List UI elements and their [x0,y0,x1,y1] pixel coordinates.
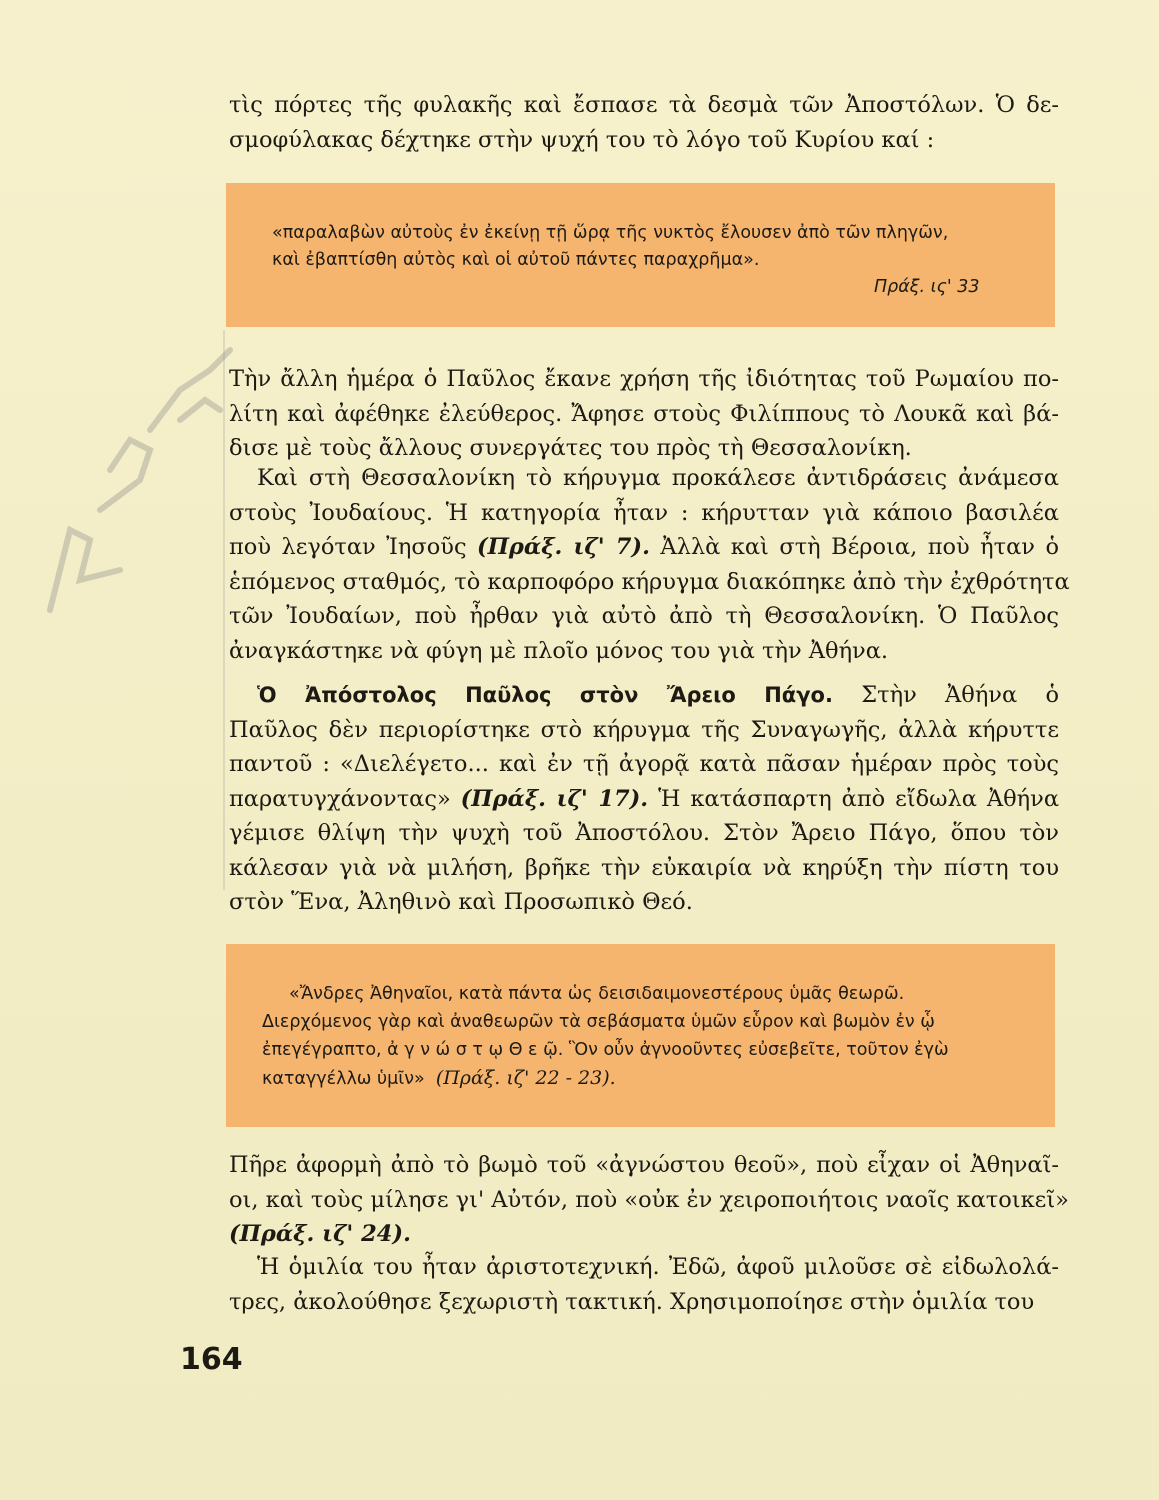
paragraph-2 [229,461,1070,668]
quote-box-1 [226,183,1055,327]
section-heading: Ὁ Ἀπόστολος Παῦλος στὸν Ἄρειο Πάγο. [257,683,833,707]
paragraph-1 [229,362,1059,466]
text-segment: Ἡ κατάσπαρτη ἀπὸ εἴδωλα Ἀθήνα [658,785,1060,812]
text-line: λίτη καὶ ἀφέθηκε ἐλεύθερος. Ἄφησε στοὺς Φιλίππους τὸ Λουκᾶ καὶ βά- [229,400,1059,427]
text-line [229,530,1059,565]
intro-paragraph [229,88,1059,157]
text-line: Τὴν ἄλλη ἡμέρα ὁ Παῦλος ἔκανε χρήση τῆς ἰδιότητας τοῦ Ρωμαίου πο- [229,366,1059,392]
quote-box-2 [226,944,1055,1127]
quote-line: καὶ ἐβαπτίσθη αὐτὸς καὶ οἱ αὐτοῦ πάντες παραχρῆμα». [272,250,760,270]
paragraph-5 [229,1250,1059,1319]
text-line [229,782,1059,817]
text-line: ἑπόμενος σταθμός, τὸ καρποφόρο κήρυγμα διακόπηκε ἀπὸ τὴν ἐχθρότητα [229,568,1070,595]
text-line: οι, καὶ τοὺς μίλησε γι' Αὐτόν, ποὺ «οὐκ ἐν χειροποιήτοις ναοῖς κατοικεῖ» [229,1186,1069,1213]
text-segment: παρατυγχάνοντας» [229,785,451,812]
text-line [229,678,1059,713]
paragraph-3 [229,678,1059,920]
text-segment: καταγγέλλω ὑμῖν» [262,1069,425,1089]
text-segment: Ἀλλὰ καὶ στὴ Βέροια, ποὺ ἦταν ὁ [660,534,1059,560]
page-number: 164 [180,1342,243,1377]
text-line: Ἡ ὁμιλία του ἦταν ἀριστοτεχνική. Ἐδῶ, ἀφοῦ μιλοῦσε σὲ εἰδωλολά- [257,1254,1059,1280]
text-line: δισε μὲ τοὺς ἄλλους συνεργάτες του πρὸς τὴ Θεσσαλονίκη. [229,435,912,461]
text-line: τρες, ἀκολούθησε ξεχωριστὴ τακτική. Χρησιμοποίησε στὴν ὁμιλία του [229,1288,1035,1315]
quote-line: Διερχόμενος γὰρ καὶ ἀναθεωρῶν τὰ σεβάσματα ὑμῶν εὗρον καὶ βωμὸν ἐν ᾧ [262,1012,935,1032]
scripture-reference: (Πράξ. ιζ' 7). [477,534,650,560]
scripture-reference: (Πράξ. ιζ' 17). [460,785,649,812]
text-line: παντοῦ : «Διελέγετο... καὶ ἐν τῇ ἀγορᾷ κατὰ πᾶσαν ἡμέραν πρὸς τοὺς [229,751,1059,777]
quote-line: «Ἄνδρες Ἀθηναῖοι, κατὰ πάντα ὡς δεισιδαιμονεστέρους ὑμᾶς θεωρῶ. [289,984,905,1004]
quote-reference: Πράξ. ις' 33 [874,277,980,297]
text-line: γέμισε θλίψη τὴν ψυχὴ τοῦ Ἀποστόλου. Στὸν Ἄρειο Πάγο, ὅπου τὸν [229,820,1059,846]
quote-line: ἐπεγέγραπτο, ἀ γ ν ώ σ τ ῳ Θ ε ῷ. Ὃν οὖν ἀγνοοῦντες εὐσεβεῖτε, τοῦτον ἐγὼ [262,1040,949,1060]
text-line [229,1217,1059,1252]
paragraph-4 [229,1148,1069,1252]
text-line: ἀναγκάστηκε νὰ φύγη μὲ πλοῖο μόνος του γιὰ τὴν Ἀθήνα. [229,637,889,664]
pencil-scribble [30,330,250,630]
scripture-reference: (Πράξ. ιζ' 24). [229,1221,411,1247]
quote-line: «παραλαβὼν αὐτοὺς ἐν ἐκείνῃ τῇ ὥρᾳ τῆς νυκτὸς ἔλουσεν ἀπὸ τῶν πληγῶν, [272,223,949,243]
quote-reference: (Πράξ. ιζ' 22 - 23). [435,1067,616,1089]
quote-line [262,1065,616,1092]
text-line: στοὺς Ἰουδαίους. Ἡ κατηγορία ἦταν : κήρυτταν γιὰ κάποιο βασιλέα [229,499,1059,526]
text-line: Παῦλος δὲν περιορίστηκε στὸ κήρυγμα τῆς Συναγωγῆς, ἀλλὰ κήρυττε [229,716,1059,743]
text-line: Καὶ στὴ Θεσσαλονίκη τὸ κήρυγμα προκάλεσε ἀντιδράσεις ἀνάμεσα [257,465,1059,491]
text-line: κάλεσαν γιὰ νὰ μιλήση, βρῆκε τὴν εὐκαιρία νὰ κηρύξη τὴν πίστη του [229,854,1059,881]
text-line: Πῆρε ἀφορμὴ ἀπὸ τὸ βωμὸ τοῦ «ἀγνώστου θεοῦ», ποὺ εἶχαν οἱ Ἀθηναῖ- [229,1152,1059,1178]
text-line: στὸν Ἕνα, Ἀληθινὸ καὶ Προσωπικὸ Θεό. [229,889,693,915]
text-line: τὶς πόρτες τῆς φυλακῆς καὶ ἔσπασε τὰ δεσμὰ τῶν Ἀποστόλων. Ὁ δε- [229,92,1059,118]
text-line: σμοφύλακας δέχτηκε στὴν ψυχή του τὸ λόγο τοῦ Κυρίου καί : [229,126,935,153]
text-segment: ποὺ λεγόταν Ἰησοῦς [229,534,467,560]
text-segment: Στὴν Ἀθήνα ὁ [861,682,1059,708]
text-line: τῶν Ἰουδαίων, ποὺ ἦρθαν γιὰ αὐτὸ ἀπὸ τὴ Θεσσαλονίκη. Ὁ Παῦλος [229,603,1059,629]
